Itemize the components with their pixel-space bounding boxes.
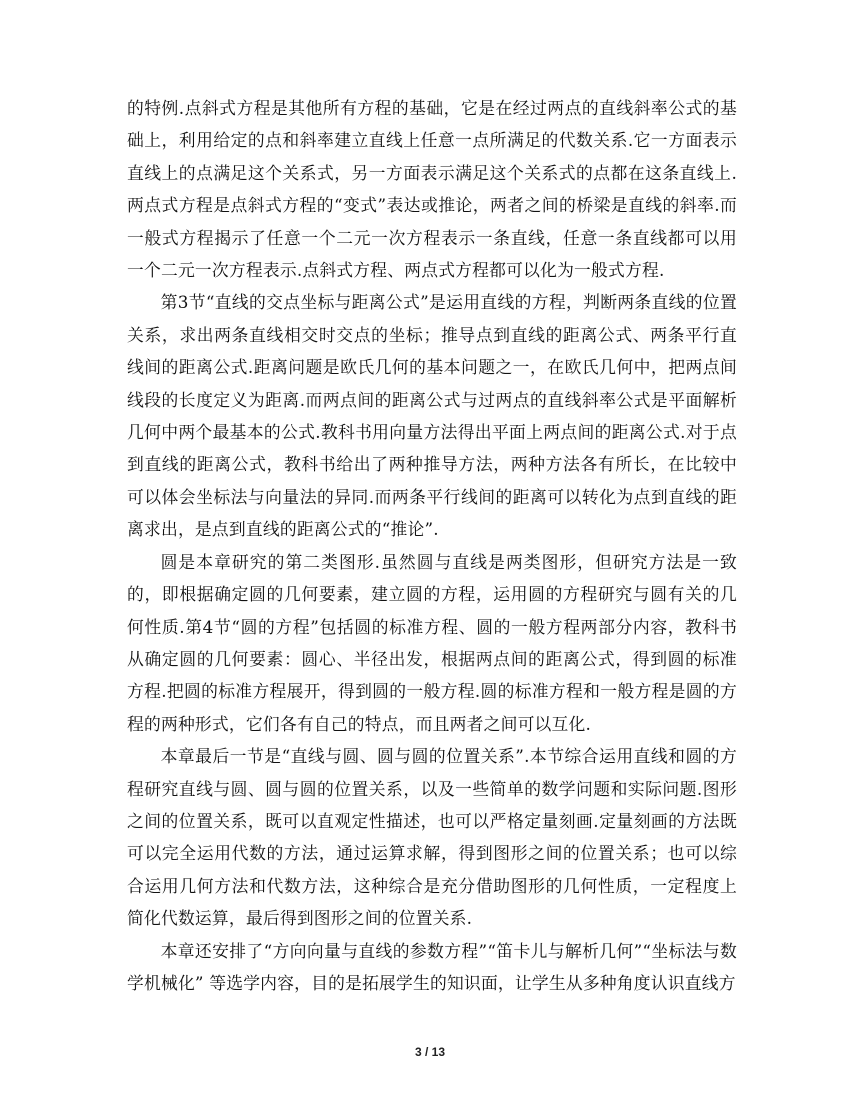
paragraph-point-slope-continuation: 的特例.点斜式方程是其他所有方程的基础，它是在经过两点的直线斜率公式的基础上，利用给定的点和斜率建立直线上任意一点所满足的代数关系.它一方面表示直线上的点满足这个关系式，另一方面表示满足这个关系式的点都在这条直线上.两点式方程是点斜式方程的“变式”表达或推论，两者之间的桥梁是直线的斜率.而一般式方程揭示了任意一个二元一次方程表示一条直线，任意一条直线都可以用一个二元一次方程表示.点斜式方程、两点式方程都可以化为一般式方程. bbox=[127, 98, 737, 281]
page-number: 3 / 13 bbox=[414, 1045, 446, 1059]
document-body bbox=[127, 92, 737, 999]
paragraph-optional-content: 本章还安排了“方向向量与直线的参数方程”“笛卡儿与解析几何”“坐标法与数学机械化” 等选学内容，目的是拓展学生的知识面，让学生从多种角度认识直线方 bbox=[127, 940, 737, 993]
paragraph-section-3: 第3节“直线的交点坐标与距离公式”是运用直线的方程，判断两条直线的位置关系，求出两条直线相交时交点的坐标；推导点到直线的距离公式、两条平行直线间的距离公式.距离问题是欧氏几何的基本问题之一，在欧氏几何中，把两点间线段的长度定义为距离.而两点间的距离公式与过两点的直线斜率公式是平面解析几何中两个最基本的公式.教科书用向量方法得出平面上两点间的距离公式.对于点到直线的距离公式，教科书给出了两种推导方法，两种方法各有所长，在比较中可以体会坐标法与向量法的异同.而两条平行线间的距离可以转化为点到直线的距离求出，是点到直线的距离公式的“推论”. bbox=[127, 292, 737, 540]
paragraph-last-section: 本章最后一节是“直线与圆、圆与圆的位置关系”.本节综合运用直线和圆的方程研究直线与圆、圆与圆的位置关系，以及一些简单的数学问题和实际问题.图形之间的位置关系，既可以直观定性描述，也可以严格定量刻画.定量刻画的方法既可以完全运用代数的方法，通过运算求解，得到图形之间的位置关系；也可以综合运用几何方法和代数方法，这种综合是充分借助图形的几何性质，一定程度上简化代数运算，最后得到图形之间的位置关系. bbox=[127, 746, 737, 929]
paragraph-circle-equation: 圆是本章研究的第二类图形.虽然圆与直线是两类图形，但研究方法是一致的，即根据确定圆的几何要素，建立圆的方程，运用圆的方程研究与圆有关的几何性质.第4节“圆的方程”包括圆的标准方程、圆的一般方程两部分内容，教科书从确定圆的几何要素：圆心、半径出发，根据两点间的距离公式，得到圆的标准方程.把圆的标准方程展开，得到圆的一般方程.圆的标准方程和一般方程是圆的方程的两种形式，它们各有自己的特点，而且两者之间可以互化. bbox=[127, 551, 737, 734]
